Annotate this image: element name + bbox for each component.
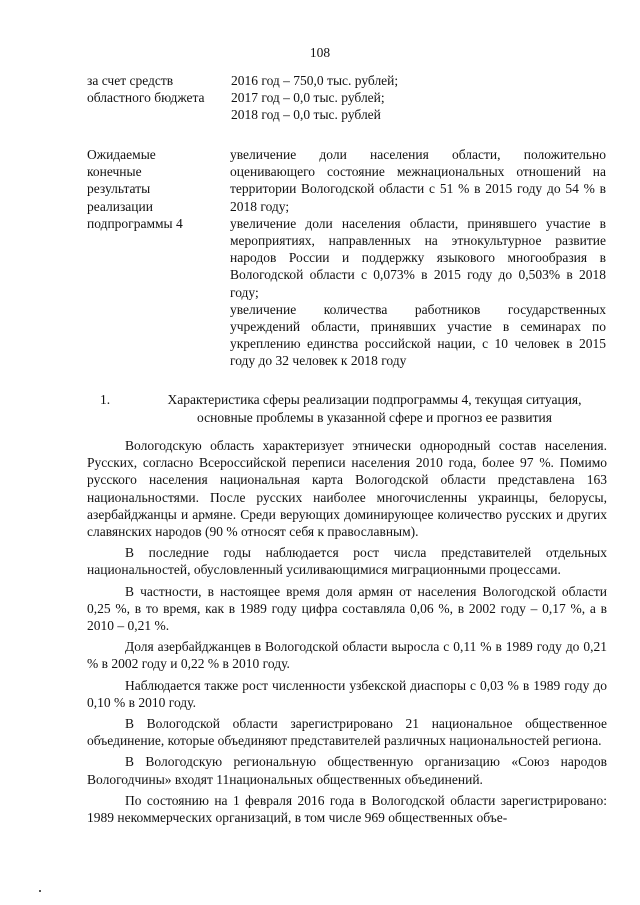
- funding-value: 2018 год – 0,0 тыс. рублей: [231, 107, 381, 123]
- section-title: [142, 391, 607, 426]
- paragraph: По состоянию на 1 февраля 2016 года в Вологодской области зарегистрировано: 1989 некоммерческих организаций, в том числе 969 общественных объе-: [87, 792, 607, 826]
- results-label: [87, 146, 237, 232]
- section-title-line: основные проблемы в указанной сфере и прогноз ее развития: [197, 409, 552, 425]
- section-title-line: Характеристика сферы реализации подпрограммы 4, текущая ситуация,: [167, 392, 582, 407]
- results-label-line: конечные: [87, 164, 142, 180]
- section-number: 1.: [100, 392, 111, 407]
- results-values: [230, 146, 606, 370]
- page-number: 108: [309, 45, 331, 60]
- results-label-line: результаты: [87, 181, 151, 197]
- results-label-line: Ожидаемые: [87, 147, 156, 162]
- funding-value: 2016 год – 750,0 тыс. рублей;: [231, 73, 399, 88]
- paragraph: В частности, в настоящее время доля армян от населения Вологодской области 0,25 %, в то время, как в 1989 году цифра составляла 0,06 %, в 2002 году – 0,17 %, а в 2010 – 0,21 %.: [87, 583, 607, 634]
- funding-label: [87, 72, 237, 106]
- results-label-line: реализации: [87, 198, 153, 214]
- result-item: увеличение доли населения области, положительно оценивающего состояние межнациональных отношений на территории Вологодской области с 51 % в 2015 году до 54 % в 2018 году;: [230, 147, 606, 214]
- results-label-line: подпрограммы 4: [87, 215, 183, 231]
- result-item: увеличение количества работников государственных учреждений области, принявших участие в семинарах по укреплению единства российской нации, с 10 человек в 2015 году до 32 человек к 2018 году: [230, 301, 606, 369]
- paragraph: В Вологодскую региональную общественную организацию «Союз народов Вологодчины» входят 11национальных общественных объединений.: [87, 754, 607, 787]
- funding-values: [231, 72, 607, 124]
- paragraph: В Вологодской области зарегистрировано 21 национальное общественное объединение, которые объединяют представителей различных национальностей региона.: [87, 716, 607, 749]
- funding-value: 2017 год – 0,0 тыс. рублей;: [231, 90, 385, 106]
- paragraph: В последние годы наблюдается рост числа представителей отдельных национальностей, обусловленный усиливающимися миграционными процессами.: [87, 545, 607, 578]
- scan-speck: [39, 890, 41, 892]
- paragraph: Наблюдается также рост численности узбекской диаспоры с 0,03 % в 1989 году до 0,10 % в 2010 году.: [87, 677, 607, 710]
- funding-label-line: областного бюджета: [87, 90, 205, 106]
- body-text: [87, 437, 607, 826]
- funding-label-line: за счет средств: [87, 73, 174, 88]
- result-item: увеличение доли населения области, принявшего участие в мероприятиях, направленных на этнокультурное развитие народов России и поддержку языкового многообразия в Вологодской области с 0,073% в 2015 году до 0,503% в 2018 году;: [230, 215, 606, 300]
- paragraph: Доля азербайджанцев в Вологодской области выросла с 0,11 % в 1989 году до 0,21 % в 2002 году и 0,22 % в 2010 году.: [87, 639, 607, 672]
- paragraph: Вологодскую область характеризует этнически однородный состав населения. Русских, согласно Всероссийской переписи населения 2010 года, более 97 %. Помимо русского населения национальная карта Вологодской области представлена 163 национальностями. После русских наиболее многочисленны украинцы, белорусы, азербайджанцы и армяне. Среди верующих доминирующее количество русских и других славянских народов (90 % относят себя к православным).: [87, 438, 607, 540]
